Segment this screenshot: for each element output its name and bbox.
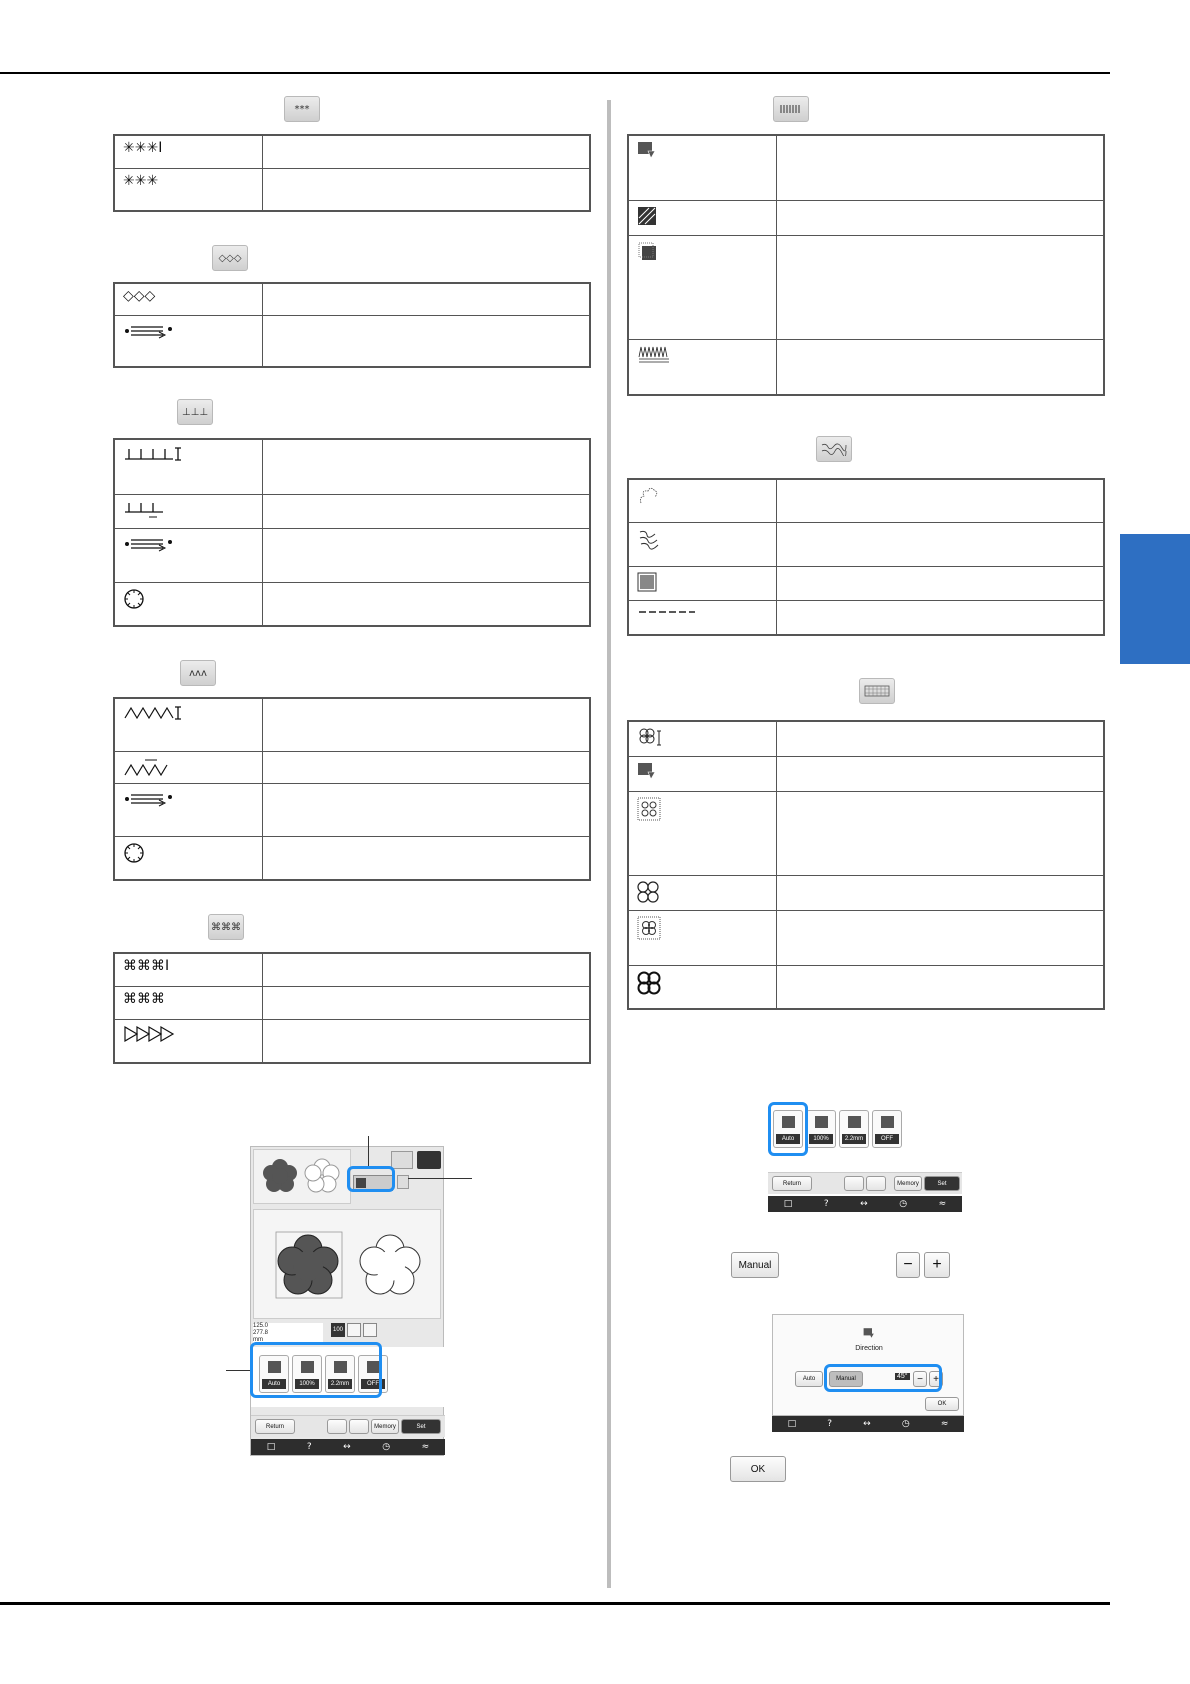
description-cell bbox=[776, 721, 1104, 756]
pattern-offset-icon bbox=[628, 910, 776, 965]
help-icon: ? bbox=[823, 1199, 829, 1209]
dialog-plus-button[interactable]: + bbox=[929, 1371, 943, 1387]
return-button[interactable]: Return bbox=[255, 1419, 295, 1434]
highlight-settings-panel bbox=[250, 1342, 382, 1398]
description-cell bbox=[262, 698, 590, 751]
dialog-minus-button[interactable]: − bbox=[913, 1371, 927, 1387]
doc-icon: □ bbox=[787, 1419, 797, 1429]
description-cell bbox=[776, 200, 1104, 235]
description-cell bbox=[776, 910, 1104, 965]
section-button-asterisk[interactable]: *** bbox=[284, 96, 320, 122]
candlewick-size-icon bbox=[114, 698, 262, 751]
dialog-ok-button[interactable]: OK bbox=[925, 1397, 959, 1411]
pattern-size-icon bbox=[628, 721, 776, 756]
candlewick-spacing-icon bbox=[114, 751, 262, 783]
description-cell bbox=[776, 135, 1104, 200]
description-cell bbox=[262, 751, 590, 783]
run-times-icon bbox=[114, 315, 262, 367]
chapter-tab bbox=[1120, 534, 1190, 664]
property-table-3 bbox=[113, 438, 591, 627]
description-cell bbox=[776, 522, 1104, 566]
canvas[interactable] bbox=[253, 1209, 441, 1319]
description-cell bbox=[262, 168, 590, 211]
callout-line-right bbox=[408, 1178, 472, 1179]
direction-dial-icon bbox=[114, 582, 262, 626]
manual-button[interactable]: Manual bbox=[731, 1252, 779, 1278]
wifi-icon: ≈ bbox=[938, 1199, 947, 1209]
clock-icon: ◷ bbox=[899, 1199, 908, 1209]
chain-direction-icon bbox=[114, 1019, 262, 1063]
property-table-2 bbox=[113, 282, 591, 368]
size-height: 277.8 bbox=[253, 1330, 269, 1336]
description-cell bbox=[776, 791, 1104, 875]
property-table-7 bbox=[627, 478, 1105, 636]
set-button[interactable]: Set bbox=[924, 1176, 960, 1191]
doc-icon: □ bbox=[783, 1199, 793, 1209]
property-table-6 bbox=[627, 134, 1105, 396]
description-cell bbox=[262, 1019, 590, 1063]
redo-icon[interactable] bbox=[349, 1419, 369, 1434]
description-cell bbox=[262, 494, 590, 528]
section-button-diamond[interactable]: ◇◇◇ bbox=[212, 245, 248, 271]
description-cell bbox=[262, 135, 590, 168]
memory-button[interactable]: Memory bbox=[894, 1176, 922, 1191]
density-icon bbox=[628, 200, 776, 235]
property-table-4 bbox=[113, 697, 591, 881]
highlight-direction-button bbox=[768, 1102, 808, 1156]
column-divider bbox=[607, 100, 611, 1588]
underlay-button[interactable]: OFF bbox=[358, 1355, 388, 1393]
pattern-direction-icon bbox=[628, 756, 776, 791]
status-bar bbox=[772, 1416, 964, 1432]
status-bar bbox=[251, 1439, 445, 1455]
pull-compensation-button[interactable]: 2.2mm bbox=[839, 1110, 869, 1148]
dialog-manual-button[interactable]: Manual bbox=[829, 1371, 863, 1387]
undo-icon[interactable] bbox=[844, 1176, 864, 1191]
description-cell bbox=[262, 783, 590, 836]
pull-compensation-button[interactable]: 2.2mm bbox=[325, 1355, 355, 1393]
description-cell bbox=[262, 283, 590, 315]
stipple-spacing-icon bbox=[628, 522, 776, 566]
description-cell bbox=[262, 315, 590, 367]
redo-icon[interactable] bbox=[866, 1176, 886, 1191]
property-table-5 bbox=[113, 952, 591, 1064]
blanket-width-icon bbox=[114, 439, 262, 494]
zoom-out-icon[interactable] bbox=[347, 1323, 361, 1337]
section-button-stippling[interactable] bbox=[816, 436, 852, 462]
description-cell bbox=[776, 479, 1104, 522]
set-button[interactable]: Set bbox=[401, 1419, 441, 1434]
highlight-fill-selector bbox=[347, 1166, 395, 1192]
thread-icon: ↔ bbox=[343, 1442, 351, 1452]
size-unit: mm bbox=[253, 1337, 263, 1343]
callout-line-top bbox=[368, 1136, 369, 1166]
direction-button-active[interactable]: Auto bbox=[773, 1110, 803, 1148]
description-cell bbox=[262, 986, 590, 1019]
zoom-value[interactable]: 100 bbox=[331, 1323, 345, 1337]
minus-button[interactable]: − bbox=[896, 1252, 920, 1278]
highlight-manual-controls bbox=[824, 1364, 942, 1392]
preview-area bbox=[253, 1149, 351, 1204]
stitch-length-icon: ✳✳✳I bbox=[114, 135, 262, 168]
doc-icon: □ bbox=[266, 1442, 276, 1452]
density-button[interactable]: 100% bbox=[806, 1110, 836, 1148]
wifi-icon: ≈ bbox=[940, 1419, 949, 1429]
underlay-button[interactable]: OFF bbox=[872, 1110, 902, 1148]
description-cell bbox=[776, 875, 1104, 910]
density-button[interactable]: 100% bbox=[292, 1355, 322, 1393]
section-button-chain[interactable]: ⌘⌘⌘ bbox=[208, 914, 244, 940]
property-table-8 bbox=[627, 720, 1105, 1010]
section-button-decorative-fill[interactable] bbox=[859, 678, 895, 704]
clock-icon: ◷ bbox=[901, 1419, 910, 1429]
help-icon: ? bbox=[306, 1442, 312, 1452]
stipple-density-icon bbox=[628, 566, 776, 600]
help-icon: ? bbox=[827, 1419, 832, 1429]
section-button-blanket[interactable]: ⊥⊥⊥ bbox=[177, 399, 213, 425]
description-cell bbox=[262, 528, 590, 582]
wifi-icon: ≈ bbox=[421, 1442, 430, 1452]
direction-dial-icon bbox=[114, 836, 262, 880]
clock-icon: ◷ bbox=[382, 1442, 391, 1452]
section-button-fill[interactable] bbox=[773, 96, 809, 122]
dialog-title: Direction bbox=[855, 1345, 883, 1352]
diamond-spacing-icon: ◇◇◇ bbox=[114, 283, 262, 315]
underlay-icon bbox=[628, 339, 776, 395]
direction-dialog-icon bbox=[863, 1327, 875, 1339]
description-cell bbox=[776, 965, 1104, 1009]
description-cell bbox=[776, 339, 1104, 395]
camera-icon[interactable] bbox=[391, 1151, 413, 1169]
callout-line-left bbox=[226, 1370, 250, 1371]
run-times-icon bbox=[114, 783, 262, 836]
stipple-run-icon bbox=[628, 479, 776, 522]
thread-icon: ↔ bbox=[860, 1199, 868, 1209]
stitch-length-dashed-icon bbox=[628, 600, 776, 635]
memory-button[interactable]: Memory bbox=[371, 1419, 399, 1434]
description-cell bbox=[776, 756, 1104, 791]
home-icon[interactable] bbox=[417, 1151, 441, 1169]
pattern-spacing-icon bbox=[628, 875, 776, 910]
thread-icon: ↔ bbox=[863, 1419, 871, 1429]
stitch-spacing-icon: ✳✳✳ bbox=[114, 168, 262, 211]
dialog-auto-button[interactable]: Auto bbox=[795, 1371, 823, 1387]
blanket-spacing-icon bbox=[114, 494, 262, 528]
pattern-position-icon bbox=[628, 791, 776, 875]
description-cell bbox=[262, 582, 590, 626]
bottom-rule bbox=[0, 1602, 1110, 1605]
return-button[interactable]: Return bbox=[772, 1176, 812, 1191]
angle-readout: 45° bbox=[897, 1373, 908, 1380]
property-table-1 bbox=[113, 134, 591, 212]
plus-button[interactable]: + bbox=[924, 1252, 950, 1278]
pull-compensation-icon bbox=[628, 235, 776, 339]
zoom-in-icon[interactable] bbox=[363, 1323, 377, 1337]
run-times-icon bbox=[114, 528, 262, 582]
chain-size-icon: ⌘⌘⌘I bbox=[114, 953, 262, 986]
top-rule bbox=[0, 72, 1110, 74]
chain-spacing-icon: ⌘⌘⌘ bbox=[114, 986, 262, 1019]
description-cell bbox=[262, 836, 590, 880]
ok-button[interactable]: OK bbox=[730, 1456, 786, 1482]
status-bar bbox=[768, 1196, 962, 1212]
direction-button[interactable]: Auto bbox=[259, 1355, 289, 1393]
description-cell bbox=[776, 600, 1104, 635]
undo-icon[interactable] bbox=[327, 1419, 347, 1434]
size-width: 125.0 bbox=[253, 1323, 269, 1329]
section-button-candlewick[interactable]: ʌʌʌ bbox=[180, 660, 216, 686]
description-cell bbox=[776, 566, 1104, 600]
pattern-thickness-icon bbox=[628, 965, 776, 1009]
description-cell bbox=[776, 235, 1104, 339]
fill-direction-icon bbox=[628, 135, 776, 200]
description-cell bbox=[262, 439, 590, 494]
description-cell bbox=[262, 953, 590, 986]
screen-main bbox=[250, 1146, 444, 1456]
